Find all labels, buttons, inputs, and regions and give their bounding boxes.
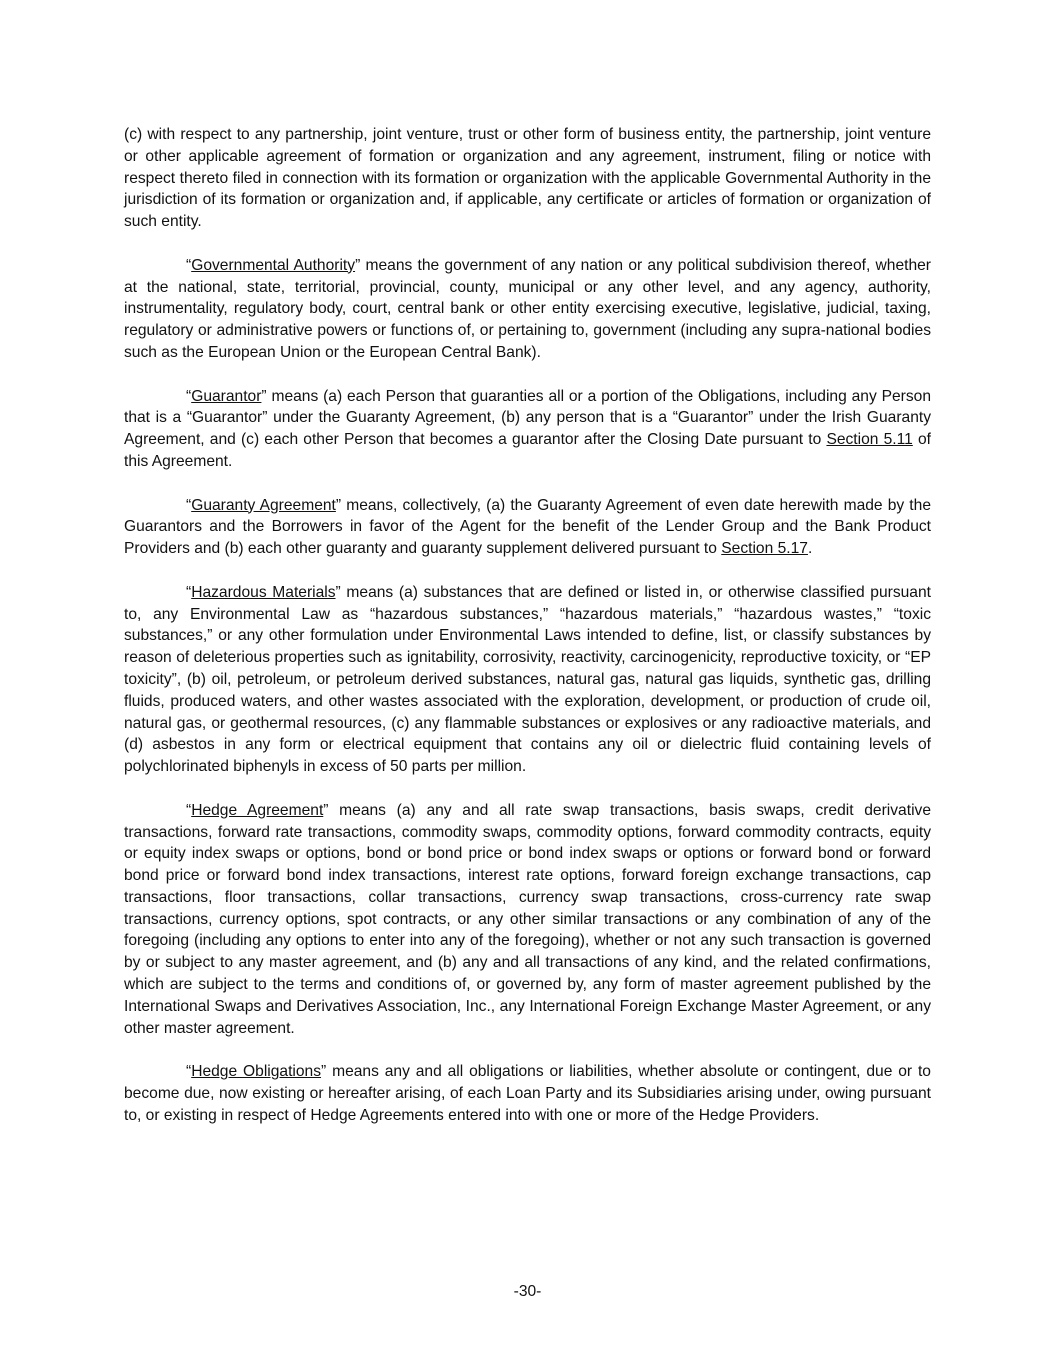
defined-term: Governmental Authority xyxy=(191,256,356,274)
definition-hedge-agreement xyxy=(124,800,931,1040)
open-quote: “ xyxy=(186,801,192,819)
definition-text: ” means (a) any and all rate swap transactions, basis swaps, credit derivative transactions, forward rate transactions, commodity swaps, commodity options, forward commodity contracts, equity or equity index swaps or options, bond or bond price or bond index swaps or options or forward bond or forward bond price or forward bond index transactions, interest rate options, forward foreign exchange transactions, cap transactions, floor transactions, collar transactions, currency swap transactions, cross-currency rate swap transactions, currency options, spot contracts, or any other similar transactions or any combination of any of the foregoing (including any options to enter into any of the foregoing), whether or not any such transaction is governed by or subject to any master agreement, and (b) any and all transactions of any kind, and the related confirmations, which are subject to the terms and conditions of, or governed by, any form of master agreement published by the International Swaps and Derivatives Association, Inc., any International Foreign Exchange Master Agreement, or any other master agreement. xyxy=(124,801,932,1037)
defined-term: Hedge Agreement xyxy=(191,801,324,819)
defined-term: Hazardous Materials xyxy=(191,583,336,601)
definition-governmental-authority xyxy=(124,255,931,364)
paragraph-organizational-documents-c xyxy=(124,124,931,233)
definition-text-tail: of this Agreement. xyxy=(124,431,931,470)
paragraph-text: (c) with respect to any partnership, joint venture, trust or other form of business entity, the partnership, joint venture or other applicable agreement of formation or organization and any agreement, instrument, filing or notice with respect thereto filed in connection with its formation or organization with the applicable Governmental Authority in the jurisdiction of its formation or organization and, if applicable, any certificate or articles of formation or organization of such entity. xyxy=(124,126,931,231)
defined-term: Hedge Obligations xyxy=(191,1063,322,1081)
defined-term: Guarantor xyxy=(191,387,262,405)
definition-text: ” means, collectively, (a) the Guaranty Agreement of even date herewith made by the Guarantors and the Borrowers in favor of the Agent for the benefit of the Lender Group and the Bank Product Providers and (b) each other guaranty and guaranty supplement delivered pursuant to xyxy=(124,496,931,558)
section-reference: Section 5.11 xyxy=(826,431,913,449)
section-reference: Section 5.17 xyxy=(721,540,808,558)
open-quote: “ xyxy=(186,1063,192,1081)
open-quote: “ xyxy=(186,387,192,405)
definition-guaranty-agreement xyxy=(124,495,931,560)
open-quote: “ xyxy=(186,256,192,274)
definition-text: ” means (a) each Person that guaranties all or a portion of the Obligations, including any Person that is a “Guarantor” under the Guaranty Agreement, (b) any person that is a “Guarantor” under the Irish Guaranty Agreement, and (c) each other Person that becomes a guarantor after the Closing Date pursuant to xyxy=(124,387,931,449)
definition-hedge-obligations xyxy=(124,1061,931,1126)
open-quote: “ xyxy=(186,583,192,601)
definition-text: ” means any and all obligations or liabilities, whether absolute or contingent, due or to become due, now existing or hereafter arising, of each Loan Party and its Subsidiaries arising under, owing pursuant to, or existing in respect of Hedge Agreements entered into with one or more of the Hedge Providers. xyxy=(124,1063,931,1124)
defined-term: Guaranty Agreement xyxy=(191,496,336,514)
definition-hazardous-materials xyxy=(124,582,931,778)
open-quote: “ xyxy=(186,496,192,514)
document-body xyxy=(124,124,931,1148)
definition-text: ” means the government of any nation or any political subdivision thereof, whether at the national, state, territorial, provincial, county, municipal or any other level, and any agency, authority, instrumentality, regulatory body, court, central bank or other entity exercising executive, legislative, judicial, taxing, regulatory or administrative powers or functions of, or pertaining to, government (including any supra-national bodies such as the European Union or the European Central Bank). xyxy=(124,256,931,361)
definition-guarantor xyxy=(124,386,931,473)
definition-text: ” means (a) substances that are defined or listed in, or otherwise classified pursuant to, any Environmental Law as “hazardous substances,” “hazardous materials,” “hazardous wastes,” “toxic substances,” or any other formulation under Environmental Laws intended to define, list, or classify substances by reason of deleterious properties such as ignitability, corrosivity, reactivity, carcinogenicity, reproductive toxicity, or “EP toxicity”, (b) oil, petroleum, or petroleum derived substances, natural gas, natural gas liquids, synthetic gas, drilling fluids, produced waters, and other wastes associated with the exploration, development, or production of crude oil, natural gas, or geothermal resources, (c) any flammable substances or explosives or any radioactive materials, and (d) asbestos in any form or electrical equipment that contains any oil or dielectric fluid containing levels of polychlorinated biphenyls in excess of 50 parts per million. xyxy=(124,583,931,776)
definition-text-tail: . xyxy=(807,540,813,558)
page-number: -30- xyxy=(513,1283,542,1300)
